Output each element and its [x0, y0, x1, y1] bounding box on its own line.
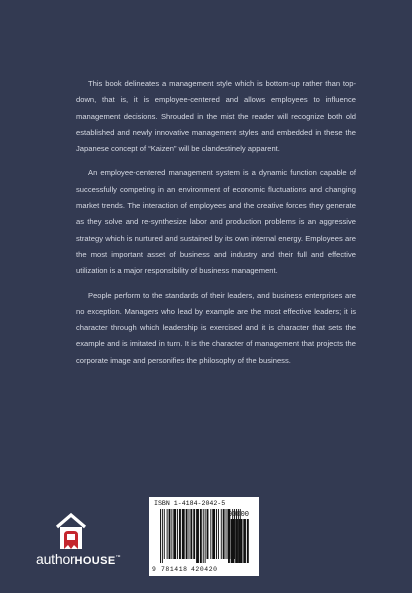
- barcode-bar: [167, 509, 168, 559]
- publisher-name-bold: HOUSE: [74, 555, 116, 567]
- barcode-bar: [239, 519, 241, 563]
- publisher-name-light: author: [36, 551, 75, 567]
- barcode-bar: [228, 519, 230, 563]
- publisher-name: [36, 551, 120, 567]
- isbn-barcode: [149, 497, 259, 576]
- publisher-logo: [36, 511, 146, 571]
- barcode-bar: [216, 509, 217, 559]
- blurb-paragraph-1: This book delineates a management style which is bottom-up rather than top-down, that is, it is employee-centered and allows employees to influence management decisions. Shrouded in the mist the reader will recognize both old established and newly innovative management styles and embedded in these the Japanese concept of “Kaizen” will be clandestinely apparent.: [76, 79, 356, 154]
- barcode-bar: [243, 519, 245, 563]
- barcode-bar: [226, 509, 227, 559]
- barcode-bar: [179, 509, 181, 559]
- barcode-bar: [221, 509, 222, 559]
- barcode-graphic: [152, 509, 256, 573]
- barcode-bar: [205, 509, 206, 563]
- barcode-lead-digit: 9: [152, 566, 156, 573]
- barcode-left-digits: 781418: [161, 566, 188, 573]
- barcode-bar: [207, 509, 209, 559]
- blurb-paragraph-3: People perform to the standards of their leaders, and business enterprises are no exception. Managers who lead by example are the most effective leaders; it is character through which leadership is exercised and it is character that sets the example and is imitated in turn. It is the character of management that projects the corporate image and personifies the philosophy of the business.: [76, 290, 356, 365]
- back-cover-blurb: [76, 76, 356, 377]
- barcode-bar: [218, 509, 219, 559]
- barcode-bar: [231, 519, 233, 563]
- isbn-label: ISBN 1-4184-2042-5: [154, 500, 226, 507]
- barcode-right-digits: 420420: [191, 566, 218, 573]
- barcode-bar: [189, 509, 190, 559]
- barcode-bar: [171, 509, 172, 559]
- barcode-bar: [169, 509, 171, 559]
- authorhouse-logo-icon: [54, 511, 88, 551]
- blurb-paragraph-2: An employee-centered management system is a dynamic function capable of successfully competing in an environment of economic fluctuations and changing market trends. The interaction of employees and the creative forces they generate as they solve and re-synthesize labor and production problems is an aggressive strategy which is nurtured and sustained by its own internal energy. Employees are the most important asset of business and industry and their full and effective utilization is a major responsibility of business management.: [76, 168, 356, 276]
- barcode-bar: [173, 509, 176, 559]
- barcode-bar: [162, 509, 163, 563]
- barcode-bar: [247, 519, 249, 563]
- barcode-bar: [241, 519, 243, 563]
- barcode-bar: [203, 509, 204, 563]
- barcode-bar: [210, 509, 211, 559]
- barcode-bar: [212, 509, 215, 559]
- barcode-bar: [190, 509, 192, 559]
- barcode-bar: [196, 509, 199, 563]
- barcode-bar: [235, 519, 237, 563]
- trademark-mark: ™: [115, 554, 121, 561]
- barcode-bar: [193, 509, 195, 559]
- barcode-bar: [223, 509, 225, 559]
- barcode-bar: [182, 509, 185, 559]
- barcode-bar: [186, 509, 188, 559]
- barcode-bar: [237, 519, 238, 563]
- barcode-bar: [160, 509, 161, 563]
- barcode-bar: [200, 509, 202, 563]
- barcode-bar: [233, 519, 235, 563]
- barcode-bar: [177, 509, 178, 559]
- price-code-text: 90000: [228, 511, 250, 519]
- barcode-bar: [164, 509, 165, 559]
- barcode-bar: [245, 519, 246, 563]
